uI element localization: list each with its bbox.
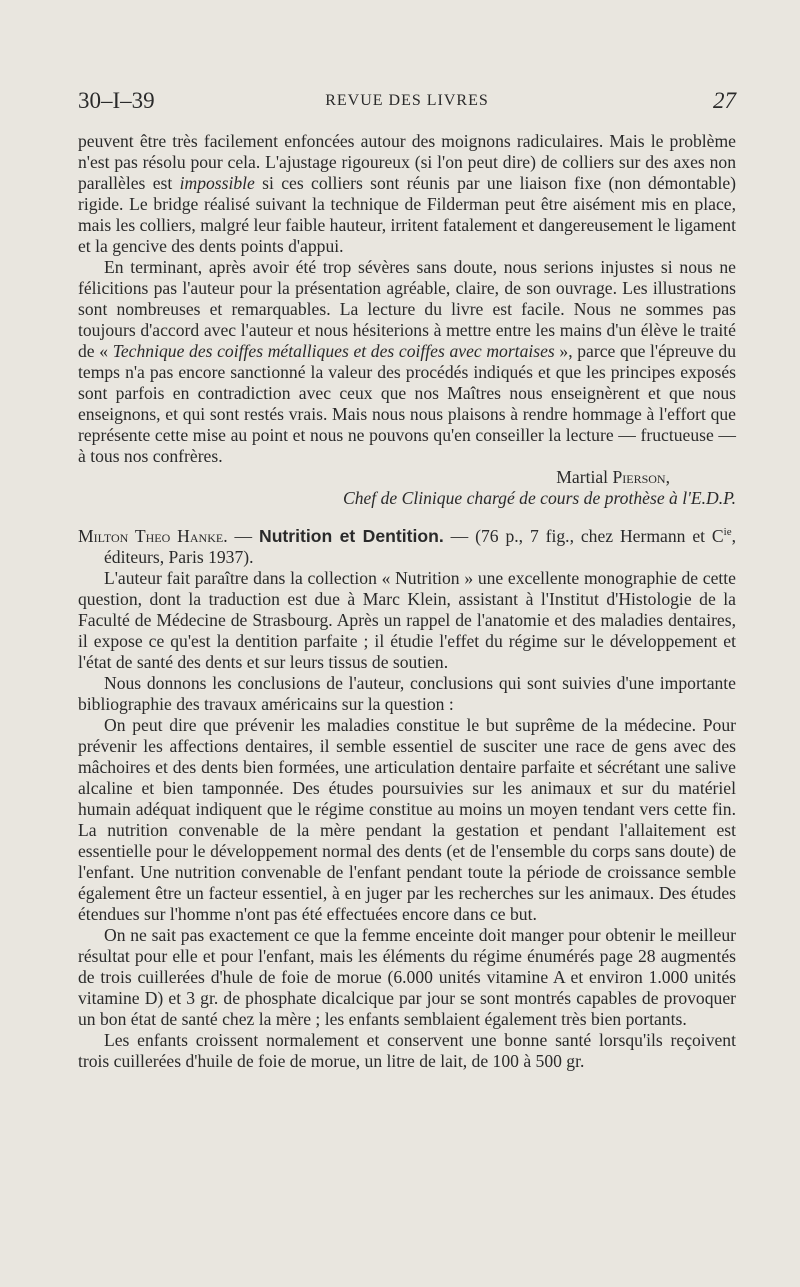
review1-paragraph-1: peuvent être très facilement enfoncées autour des moignons radiculaires. Mais le problème n'est pas résolu pour cela. L'ajustage rigoureux (si l'on peut dire) de colliers sur des axes non parallèles est impossible si ces colliers sont réunis par une liaison fixe (non démontable) rigide. Le bridge réalisé suivant la technique de Filderman peut être aisément mis en place, mais les colliers, malgré leur faible hauteur, irritent fatalement et dangereusement le ligament et la gencive des dents points d'appui. <box>78 131 736 256</box>
review1-signature: Martial Pierson, <box>556 467 670 487</box>
review2-paragraph-1: L'auteur fait paraître dans la collection « Nutrition » une excellente monographie de cette question, dont la traduction est due à Marc Klein, assistant à l'Institut d'Histologie de la Faculté de Médecine de Strasbourg. Après un rappel de l'anatomie et des maladies dentaires, il expose ce qu'est la dentition parfaite ; il étudie l'effet du régime sur le développement et l'état de santé des dents et sur leurs tissus de soutien. <box>78 568 736 672</box>
review1-paragraph-2: En terminant, après avoir été trop sévères sans doute, nous serions injustes si nous ne félicitions pas l'auteur pour la présentation agréable, claire, de son ouvrage. Les illustrations sont nombreuses et remarquables. La lecture du livre est facile. Nous ne sommes pas toujours d'accord avec l'auteur et nous hésiterions à mettre entre les mains d'un élève le traité de « Technique des coiffes métalliques et des coiffes avec mortaises », parce que l'épreuve du temps n'a pas encore sanctionné la valeur des procédés indiqués et que les principes exposés sont parfois en contradiction avec ceux que nos Maîtres nous enseignèrent et que nous enseignons, et qui sont restés vrais. Mais nous nous plaisons à rendre hommage à l'effort que représente cette mise au point et nous ne pouvons qu'en conseiller la lecture — fructueuse — à tous nos confrères. <box>78 257 737 466</box>
review1-signature-role: Chef de Clinique chargé de cours de prothèse à l'E.D.P. <box>342 488 736 508</box>
text-body <box>78 131 736 1072</box>
emphasis-impossible: impossible <box>179 173 255 193</box>
review2-paragraph-2: Nous donnons les conclusions de l'auteur, conclusions qui sont suivies d'une importante bibliographie des travaux américains sur la question : <box>78 673 736 714</box>
page-number: 27 <box>713 88 736 113</box>
review2-paragraph-4: On ne sait pas exactement ce que la femme enceinte doit manger pour obtenir le meilleur résultat pour elle et pour l'enfant, mais les éléments du régime énumérés page 28 augmentés de trois cuillerées d'hule de foie de morue (6.000 unités vitamine A et environ 1.000 unités vitamine D) et 3 gr. de phosphate dicalcique par jour se sont montrés capables de provoquer un bon état de santé chez la mère ; les enfants semblaient également très bien portants. <box>78 925 736 1029</box>
header-date: 30–I–39 <box>78 88 155 113</box>
review2-title: Nutrition et Dentition. <box>258 526 444 546</box>
header-title: REVUE DES LIVRES <box>325 92 489 109</box>
review2-paragraph-3: On peut dire que prévenir les maladies constitue le but suprême de la médecine. Pour prévenir les affections dentaires, il semble essentiel de susciter une race de gens avec des mâchoires et des dents bien formées, une articulation dentaire parfaite et sécrétant une salive alcaline et bien tamponnée. Des études poursuivies sur les animaux et sur du matériel humain adéquat indiquent que le régime constitue au moins un moyen tendant vers cette fin. La nutrition convenable de la mère pendant la gestation et pendant l'allaitement est essentielle pour le développement normal des dents (et de l'ensemble du corps sans doute) de l'enfant. Une nutrition convenable de l'enfant pendant toute la période de croissance semble également être un facteur essentiel, à en juger par les recherches sur les animaux. Des études étendues sur l'homme n'ont pas été effectuées encore dans ce but. <box>78 715 736 924</box>
book-title-italic: Technique des coiffes métalliques et des coiffes avec mortaises <box>112 341 555 361</box>
review2-author: Milton Theo Hanke. <box>78 526 228 546</box>
review2-heading: Milton Theo Hanke. — Nutrition et Dentition. — (76 p., 7 fig., chez Hermann et $C^{ie}$, éditeurs, Paris 1937). <box>78 526 736 567</box>
running-header <box>78 88 736 114</box>
review2-paragraph-5: Les enfants croissent normalement et conservent une bonne santé lorsqu'ils reçoivent trois cuillerées d'huile de foie de morue, un litre de lait, de 100 à 500 gr. <box>78 1030 736 1071</box>
